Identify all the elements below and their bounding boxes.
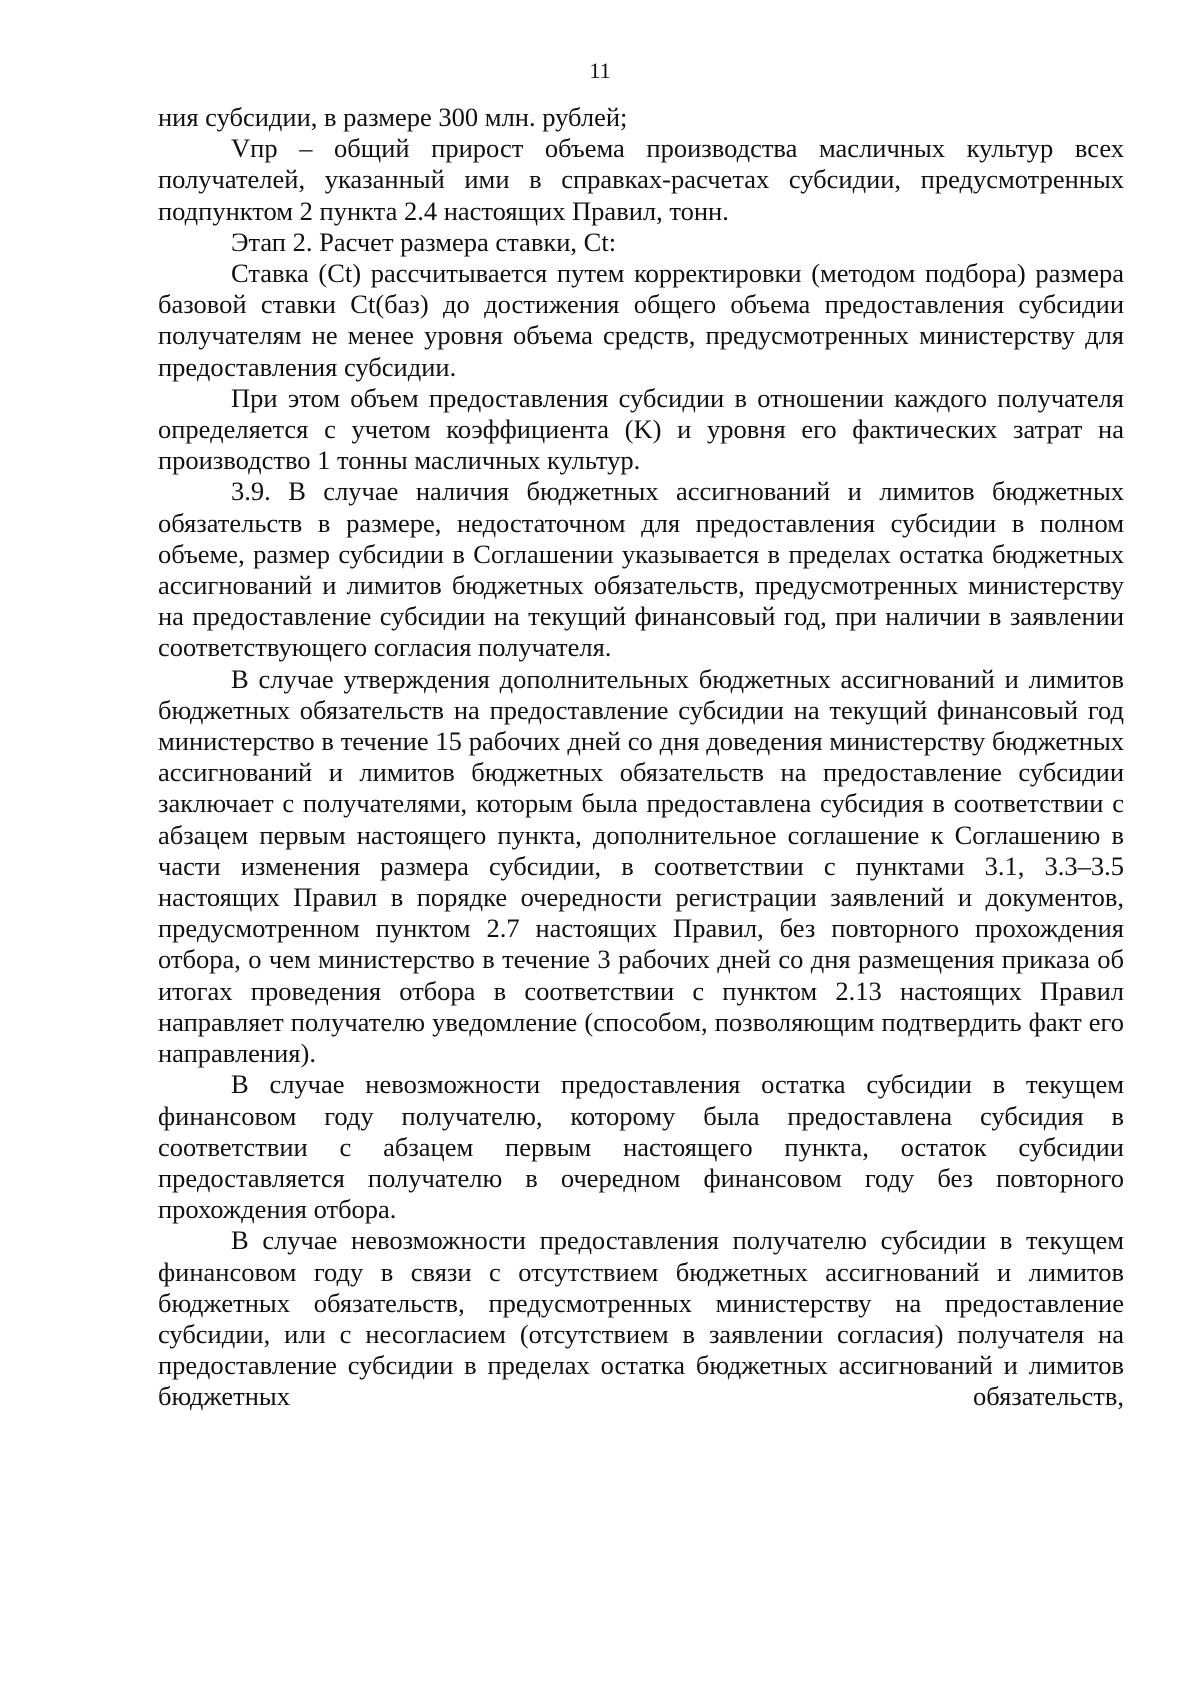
paragraph-coefficient: При этом объем предоставления субсидии в отношении каждого получателя определяется с учетом коэффициента (K) и уровня его фактических затрат на производство 1 тонны масличных культур. (158, 382, 1124, 476)
paragraph-section-3-9: 3.9. В случае наличия бюджетных ассигнований и лимитов бюджетных обязательств в размере, недостаточном для предоставления субсидии в полном объеме, размер субсидии в Соглашении указывается в пределах остатка бюджетных ассигнований и лимитов бюджетных обязательств, предусмотренных министерству на предоставление субсидии на текущий финансовый год, при наличии в заявлении соответствующего согласия получателя. (158, 476, 1124, 663)
paragraph-impossibility: В случае невозможности предоставления получателю субсидии в текущем финансовом году в связи с отсутствием бюджетных ассигнований и лимитов бюджетных обязательств, предусмотренных министерству на предоставление субсидии, или с несогласием (отсутствием в заявлении согласия) получателя на предоставление субсидии в пределах остатка бюджетных ассигнований и лимитов бюджетных обязательств, (158, 1225, 1124, 1412)
document-body (158, 102, 1124, 1413)
paragraph-stage-2-heading: Этап 2. Расчет размера ставки, Ct: (231, 226, 617, 257)
paragraph-remainder-next-year: В случае невозможности предоставления остатка субсидии в текущем финансовом году получателю, которому была предоставлена субсидия в соответствии с абзацем первым настоящего пункта, остаток субсидии предоставляется получателю в очередном финансовом году без повторного прохождения отбора. (158, 1069, 1124, 1225)
page-number: 11 (589, 58, 611, 83)
paragraph-continuation: ния субсидии, в размере 300 млн. рублей; (158, 102, 628, 132)
paragraph-vpr-definition: Vпр – общий прирост объема производства масличных культур всех получателей, указанный ими в справках-расчетах субсидии, предусмотренных подпунктом 2 пункта 2.4 настоящих Правил, тонн. (158, 133, 1124, 226)
paragraph-rate-calculation: Ставка (Ct) рассчитывается путем корректировки (методом подбора) размера базовой ставки Ct(баз) до достижения общего объема предоставления субсидии получателям не менее уровня объема средств, предусмотренных министерству для предоставления субсидии. (158, 258, 1124, 382)
paragraph-additional-allocations: В случае утверждения дополнительных бюджетных ассигнований и лимитов бюджетных обязательств на предоставление субсидии на текущий финансовый год министерство в течение 15 рабочих дней со дня доведения министерству бюджетных ассигнований и лимитов бюджетных обязательств на предоставление субсидии заключает с получателями, которым была предоставлена субсидия в соответствии с абзацем первым настоящего пункта, дополнительное соглашение к Соглашению в части изменения размера субсидии, в соответствии с пунктами 3.1, 3.3–3.5 настоящих Правил в порядке очередности регистрации заявлений и документов, предусмотренном пунктом 2.7 настоящих Правил, без повторного прохождения отбора, о чем министерство в течение 3 рабочих дней со дня размещения приказа об итогах проведения отбора в соответствии с пунктом 2.13 настоящих Правил направляет получателю уведомление (способом, позволяющим подтвердить факт его направления). (158, 663, 1124, 1069)
